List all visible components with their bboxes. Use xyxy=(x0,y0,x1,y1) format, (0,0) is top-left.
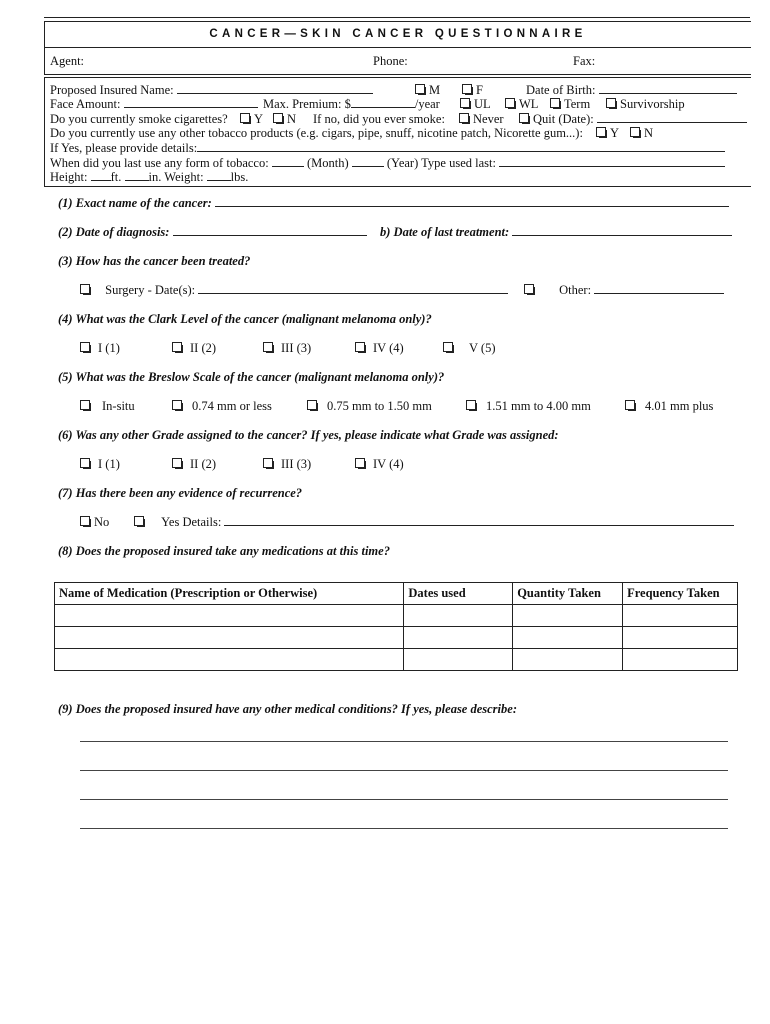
cancer-name-field[interactable] xyxy=(215,196,729,207)
table-cell[interactable] xyxy=(623,605,738,627)
sex-f-label: F xyxy=(476,83,483,97)
checkbox-icon[interactable] xyxy=(307,400,317,410)
month-label: (Month) xyxy=(306,156,349,170)
face-amount-row xyxy=(50,97,258,112)
q2b-row xyxy=(380,225,732,240)
insured-info-box xyxy=(44,77,751,187)
details-field[interactable] xyxy=(197,141,725,152)
q2-label: (2) Date of diagnosis: xyxy=(58,225,170,239)
q4-label: (4) What was the Clark Level of the cancer (malignant melanoma only)? xyxy=(58,312,432,326)
tobacco-n[interactable] xyxy=(630,126,653,141)
table-header-row xyxy=(55,583,738,605)
insured-name-label: Proposed Insured Name: xyxy=(50,83,174,97)
q3-surgery-row[interactable] xyxy=(80,283,508,298)
agent-row xyxy=(44,47,751,75)
clark-opt-3[interactable] xyxy=(263,341,311,356)
last-use-year-field[interactable] xyxy=(352,156,384,167)
last-use-row xyxy=(50,156,725,171)
breslow-opt-label: 0.74 mm or less xyxy=(192,399,272,413)
plan-term-label: Term xyxy=(564,97,591,111)
smoke-y[interactable] xyxy=(240,112,263,127)
checkbox-icon[interactable] xyxy=(519,113,529,123)
clark-opt-2[interactable] xyxy=(172,341,216,356)
breslow-opt-4[interactable] xyxy=(466,399,591,414)
smoke-n[interactable] xyxy=(273,112,296,127)
checkbox-icon[interactable] xyxy=(80,400,90,410)
grade-opt-label: II (2) xyxy=(190,457,217,471)
checkbox-icon[interactable] xyxy=(172,458,182,468)
grade-opt-label: III (3) xyxy=(281,457,312,471)
table-cell[interactable] xyxy=(404,605,513,627)
top-rule xyxy=(44,17,750,18)
checkbox-icon[interactable] xyxy=(606,98,616,108)
other-tobacco-question: Do you currently use any other tobacco products (e.g. cigars, pipe, snuff, nicotine patch, Nicorette gum...): xyxy=(50,126,583,140)
checkbox-icon[interactable] xyxy=(625,400,635,410)
table-row xyxy=(55,649,738,671)
dob-row xyxy=(526,83,737,98)
lbs-label: lbs. xyxy=(230,170,249,184)
fax-label: Fax: xyxy=(573,54,596,68)
checkbox-icon[interactable] xyxy=(355,458,365,468)
description-line-2[interactable] xyxy=(80,770,728,771)
clark-opt-label: III (3) xyxy=(281,341,312,355)
plan-survivorship-label: Survivorship xyxy=(620,97,685,111)
checkbox-icon[interactable] xyxy=(80,516,90,526)
checkbox-icon[interactable] xyxy=(459,113,469,123)
max-premium-label: Max. Premium: $ xyxy=(263,97,351,111)
q6-label: (6) Was any other Grade assigned to the cancer? If yes, please indicate what Grade was assigned: xyxy=(58,428,559,442)
checkbox-icon[interactable] xyxy=(630,127,640,137)
breslow-opt-label: 4.01 mm plus xyxy=(645,399,714,413)
grade-opt-label: IV (4) xyxy=(373,457,404,471)
diagnosis-date-field[interactable] xyxy=(173,225,367,236)
clark-opt-label: IV (4) xyxy=(373,341,404,355)
tobacco-n-label: N xyxy=(644,126,654,140)
q2b-label: b) Date of last treatment: xyxy=(380,225,510,239)
clark-opt-5[interactable] xyxy=(443,341,496,356)
smoke-never-label: Never xyxy=(473,112,504,126)
dob-label: Date of Birth: xyxy=(526,83,596,97)
checkbox-icon[interactable] xyxy=(596,127,606,137)
checkbox-icon[interactable] xyxy=(263,458,273,468)
checkbox-icon[interactable] xyxy=(80,342,90,352)
quit-date-field[interactable] xyxy=(597,112,747,123)
in-label: in. xyxy=(148,170,162,184)
plan-wl-label: WL xyxy=(519,97,539,111)
q1-row xyxy=(58,196,729,211)
breslow-opt-2[interactable] xyxy=(172,399,272,414)
other-treatment-field[interactable] xyxy=(594,283,724,294)
last-use-label: When did you last use any form of tobacco: xyxy=(50,156,269,170)
col-medication-name: Name of Medication (Prescription or Otherwise) xyxy=(55,583,404,605)
recurrence-no-label: No xyxy=(94,515,110,529)
table-cell[interactable] xyxy=(55,605,404,627)
grade-opt-1[interactable] xyxy=(80,457,120,472)
max-premium-field[interactable] xyxy=(351,97,415,108)
max-premium-row xyxy=(263,97,440,112)
last-use-month-field[interactable] xyxy=(272,156,304,167)
q5-label: (5) What was the Breslow Scale of the cancer (malignant melanoma only)? xyxy=(58,370,445,384)
col-dates-used: Dates used xyxy=(404,583,513,605)
surgery-label: Surgery - Date(s): xyxy=(105,283,196,297)
checkbox-icon[interactable] xyxy=(550,98,560,108)
checkbox-icon[interactable] xyxy=(263,342,273,352)
breslow-opt-3[interactable] xyxy=(307,399,432,414)
height-label: Height: xyxy=(50,170,88,184)
checkbox-icon[interactable] xyxy=(80,458,90,468)
medication-table xyxy=(54,582,738,671)
sex-m[interactable] xyxy=(415,83,440,98)
plan-survivorship[interactable] xyxy=(606,97,685,112)
recurrence-details-field[interactable] xyxy=(224,515,734,526)
clark-opt-label: V (5) xyxy=(469,341,496,355)
ft-label: ft. xyxy=(110,170,122,184)
q2-row xyxy=(58,225,367,240)
smoke-quit-row[interactable] xyxy=(519,112,747,127)
face-amount-label: Face Amount: xyxy=(50,97,121,111)
breslow-opt-label: In-situ xyxy=(102,399,135,413)
description-line-3[interactable] xyxy=(80,799,728,800)
clark-opt-label: I (1) xyxy=(98,341,120,355)
clark-opt-label: II (2) xyxy=(190,341,217,355)
checkbox-icon[interactable] xyxy=(273,113,283,123)
table-cell[interactable] xyxy=(513,627,623,649)
sex-m-label: M xyxy=(429,83,441,97)
table-cell[interactable] xyxy=(513,649,623,671)
table-cell[interactable] xyxy=(404,627,513,649)
plan-ul-label: UL xyxy=(474,97,491,111)
quit-date-label: Quit (Date): xyxy=(533,112,594,126)
weight-label: Weight: xyxy=(164,170,204,184)
checkbox-icon[interactable] xyxy=(240,113,250,123)
type-used-field[interactable] xyxy=(499,156,725,167)
height-ft-field[interactable] xyxy=(91,170,111,181)
table-cell[interactable] xyxy=(404,649,513,671)
plan-term[interactable] xyxy=(550,97,590,112)
dob-field[interactable] xyxy=(599,83,737,94)
ever-smoke-label: If no, did you ever smoke: xyxy=(313,112,445,126)
table-cell[interactable] xyxy=(513,605,623,627)
smoke-y-label: Y xyxy=(254,112,264,126)
q7-label: (7) Has there been any evidence of recurrence? xyxy=(58,486,303,500)
checkbox-icon[interactable] xyxy=(172,342,182,352)
table-cell[interactable] xyxy=(55,627,404,649)
table-cell[interactable] xyxy=(623,649,738,671)
breslow-opt-1[interactable] xyxy=(80,399,135,414)
checkbox-icon[interactable] xyxy=(524,284,534,294)
form-title: CANCER—SKIN CANCER QUESTIONNAIRE xyxy=(44,21,751,48)
table-row xyxy=(55,605,738,627)
plan-ul[interactable] xyxy=(460,97,491,112)
checkbox-icon[interactable] xyxy=(172,400,182,410)
insured-name-row xyxy=(50,83,373,98)
sex-f[interactable] xyxy=(462,83,483,98)
checkbox-icon[interactable] xyxy=(505,98,515,108)
description-line-4[interactable] xyxy=(80,828,728,829)
breslow-opt-label: 1.51 mm to 4.00 mm xyxy=(486,399,591,413)
face-amount-field[interactable] xyxy=(124,97,258,108)
phone-label: Phone: xyxy=(373,54,408,68)
table-cell[interactable] xyxy=(623,627,738,649)
type-used-label: Type used last: xyxy=(421,156,496,170)
q3-other-row[interactable] xyxy=(524,283,724,298)
other-label: Other: xyxy=(559,283,592,297)
recurrence-yes-row[interactable] xyxy=(134,515,734,530)
checkbox-icon[interactable] xyxy=(466,400,476,410)
smoke-n-label: N xyxy=(287,112,297,126)
table-cell[interactable] xyxy=(55,649,404,671)
checkbox-icon[interactable] xyxy=(462,84,472,94)
weight-field[interactable] xyxy=(207,170,231,181)
recurrence-yes-label: Yes Details: xyxy=(161,515,222,529)
agent-label: Agent: xyxy=(50,54,85,68)
details-label: If Yes, please provide details: xyxy=(50,141,198,155)
table-row xyxy=(55,627,738,649)
checkbox-icon[interactable] xyxy=(355,342,365,352)
q1-label: (1) Exact name of the cancer: xyxy=(58,196,212,210)
per-year-label: /year xyxy=(414,97,440,111)
tobacco-y-label: Y xyxy=(610,126,620,140)
checkbox-icon[interactable] xyxy=(460,98,470,108)
surgery-dates-field[interactable] xyxy=(198,283,508,294)
year-label: (Year) xyxy=(386,156,419,170)
grade-opt-4[interactable] xyxy=(355,457,404,472)
insured-name-field[interactable] xyxy=(177,83,373,94)
col-frequency-taken: Frequency Taken xyxy=(623,583,738,605)
tobacco-y[interactable] xyxy=(596,126,619,141)
grade-opt-2[interactable] xyxy=(172,457,216,472)
q9-label: (9) Does the proposed insured have any other medical conditions? If yes, please describe: xyxy=(58,702,517,716)
last-treatment-date-field[interactable] xyxy=(512,225,732,236)
breslow-opt-label: 0.75 mm to 1.50 mm xyxy=(327,399,432,413)
breslow-opt-5[interactable] xyxy=(625,399,713,414)
recurrence-no[interactable] xyxy=(80,515,109,530)
description-line-1[interactable] xyxy=(80,741,728,742)
height-weight-row xyxy=(50,170,248,185)
smoke-question: Do you currently smoke cigarettes? xyxy=(50,112,228,126)
clark-opt-4[interactable] xyxy=(355,341,404,356)
checkbox-icon[interactable] xyxy=(134,516,144,526)
smoke-never[interactable] xyxy=(459,112,504,127)
col-quantity-taken: Quantity Taken xyxy=(513,583,623,605)
grade-opt-label: I (1) xyxy=(98,457,120,471)
checkbox-icon[interactable] xyxy=(80,284,90,294)
q8-label: (8) Does the proposed insured take any medications at this time? xyxy=(58,544,390,558)
q3-label: (3) How has the cancer been treated? xyxy=(58,254,251,268)
checkbox-icon[interactable] xyxy=(415,84,425,94)
height-in-field[interactable] xyxy=(125,170,149,181)
clark-opt-1[interactable] xyxy=(80,341,120,356)
plan-wl[interactable] xyxy=(505,97,538,112)
checkbox-icon[interactable] xyxy=(443,342,453,352)
details-row xyxy=(50,141,725,156)
grade-opt-3[interactable] xyxy=(263,457,311,472)
